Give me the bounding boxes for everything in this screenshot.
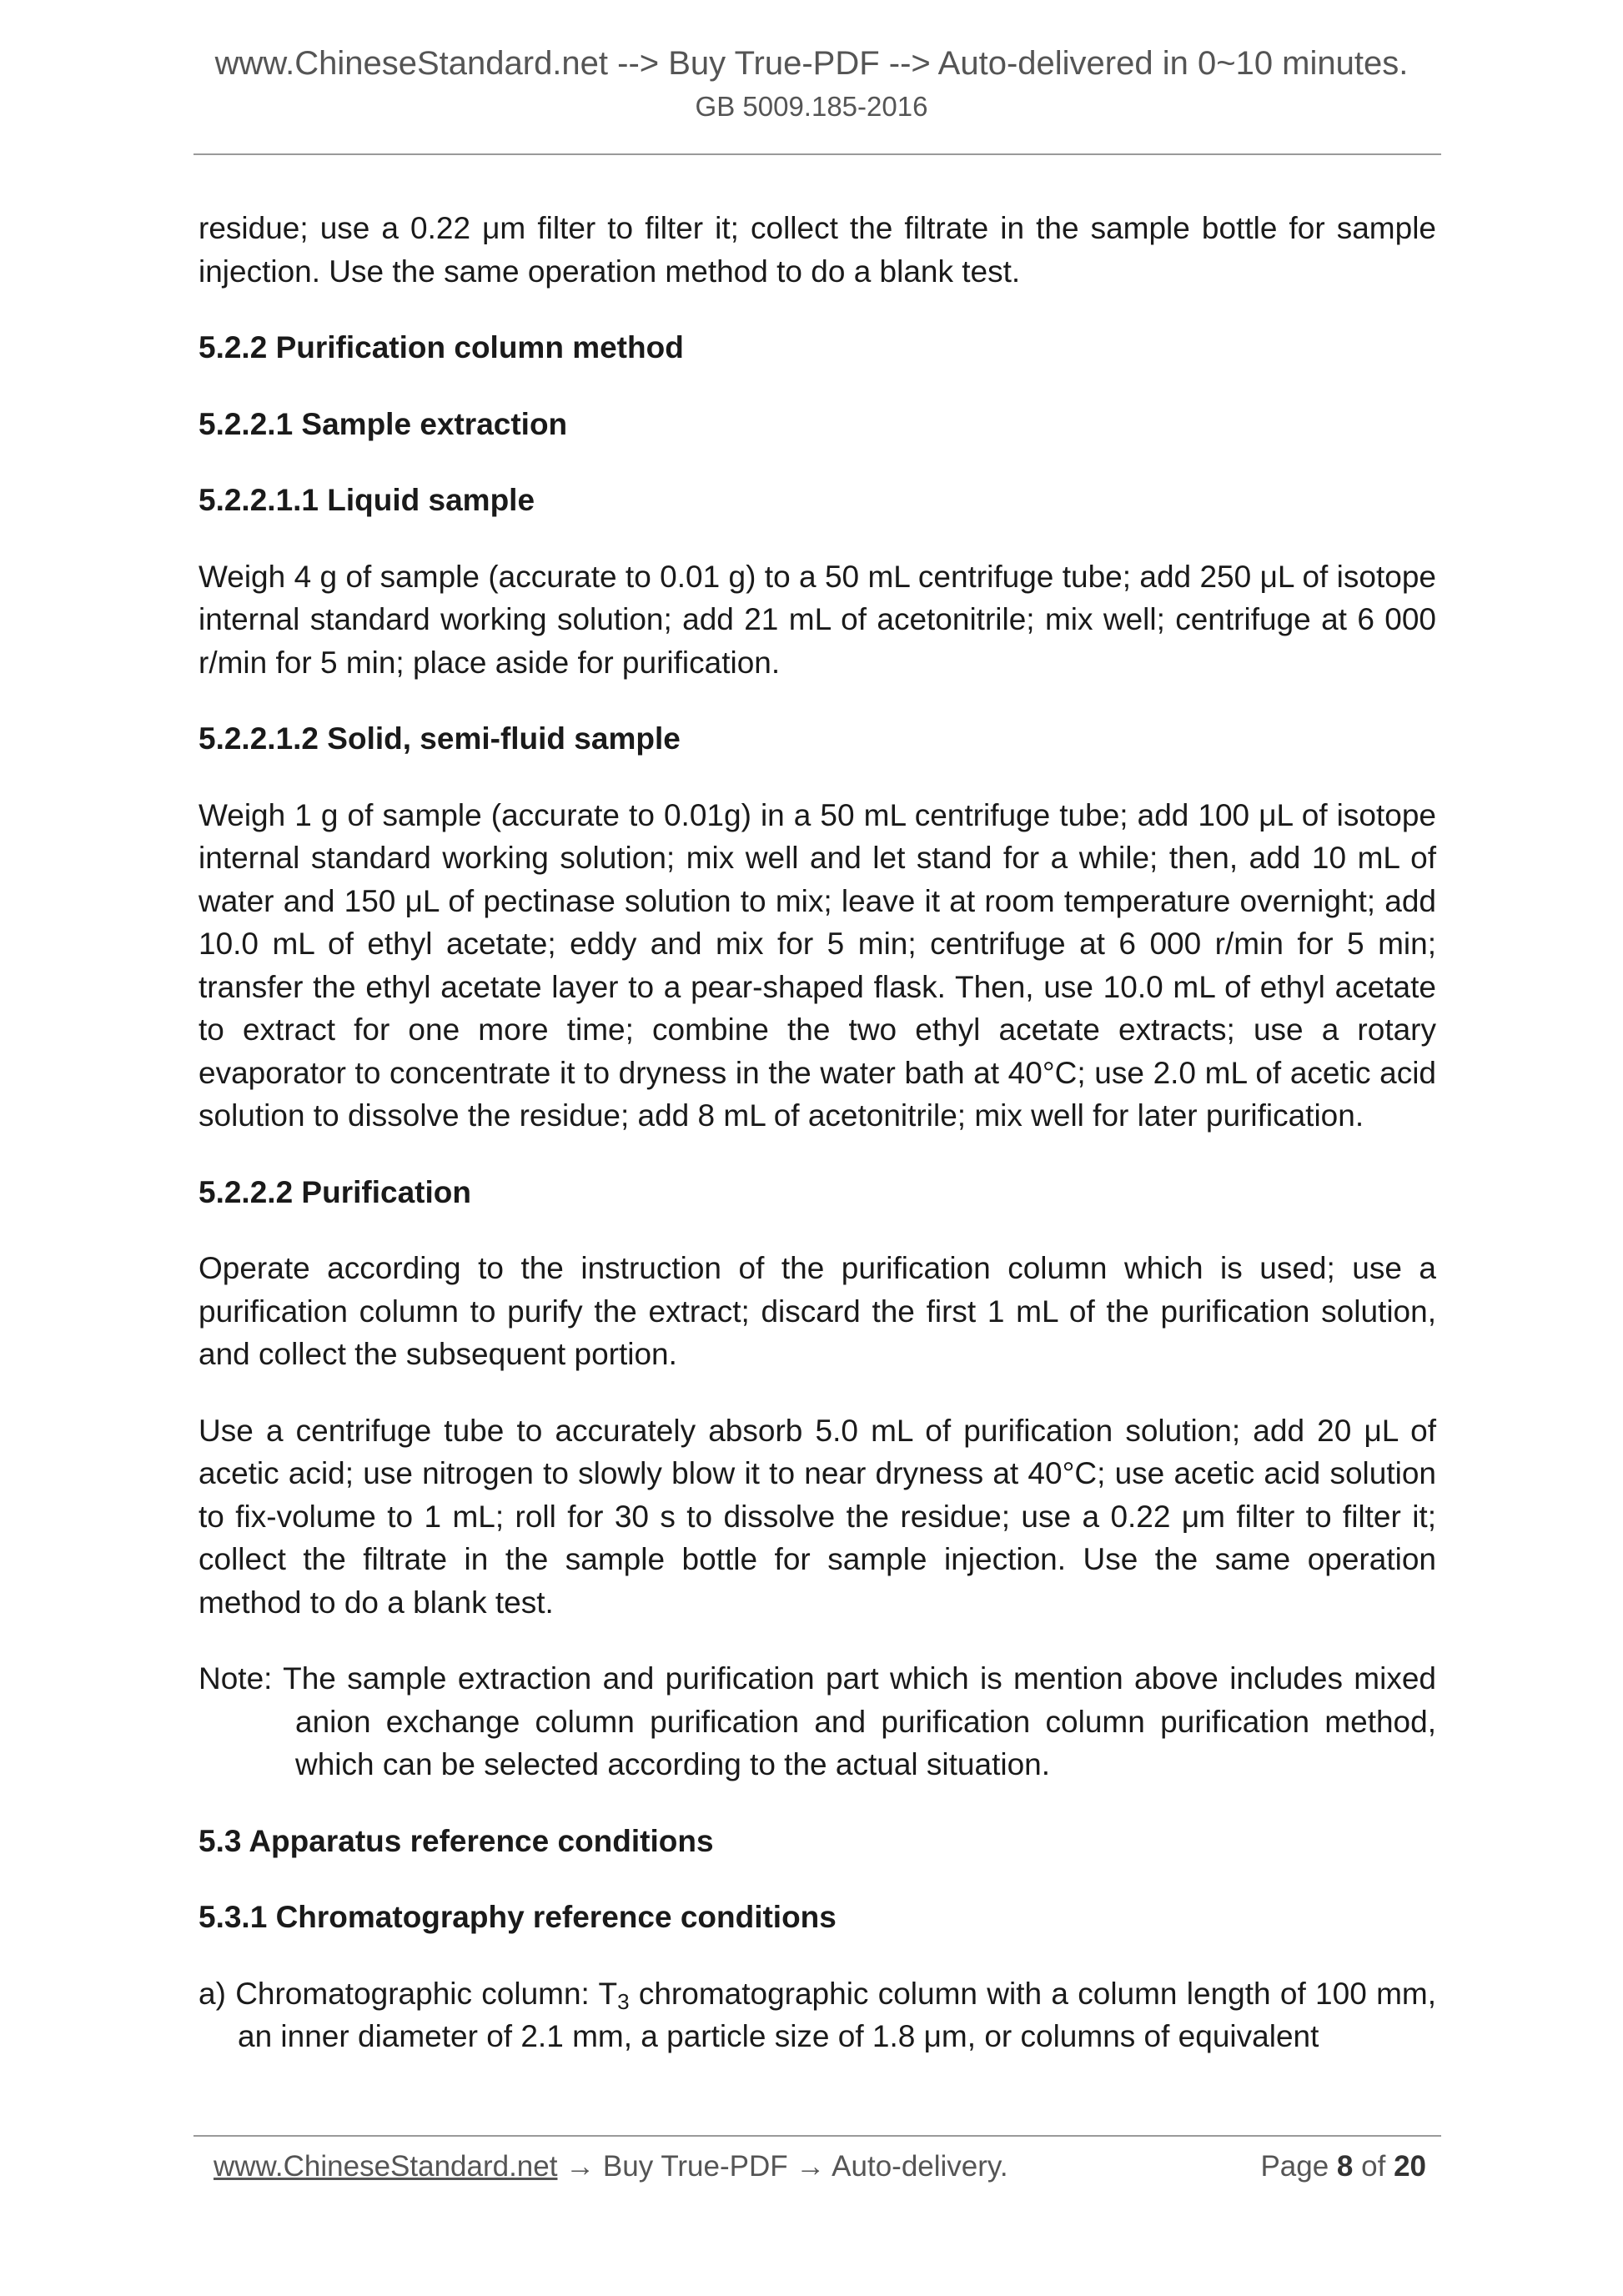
header-divider <box>193 153 1441 155</box>
header-standard-number: GB 5009.185-2016 <box>695 91 928 122</box>
heading-5-3: 5.3 Apparatus reference conditions <box>198 1823 714 1858</box>
of-label: of <box>1361 2150 1386 2183</box>
footer-site-link[interactable]: www.ChineseStandard.net <box>214 2150 558 2183</box>
paragraph-purification-2: Use a centrifuge tube to accurately absorb 5.0 mL of purification solution; add 20 μL of acetic acid; use nitrogen to slowly blow it to near dryness at 40°C; use acetic acid solution to fix-volume to 1 mL; roll for 30 s to dissolve the residue; use a 0.22 μm filter to filter it; collect the filtrate in the sample bottle for sample injection. Use the same operation method to do a blank test. <box>198 1413 1436 1620</box>
heading-5-2-2-1-1: 5.2.2.1.1 Liquid sample <box>198 483 535 517</box>
paragraph-liquid-sample: Weigh 4 g of sample (accurate to 0.01 g) to a 50 mL centrifuge tube; add 250 μL of isotope internal standard working solution; add 21 mL of acetonitrile; mix well; centrifuge at 6 000 r/min for 5 min; place aside for purification. <box>198 559 1436 680</box>
footer-left <box>214 2142 1008 2192</box>
heading-5-2-2-1-2: 5.2.2.1.2 Solid, semi-fluid sample <box>198 721 681 756</box>
note-paragraph: Note: The sample extraction and purification part which is mention above includes mixed anion exchange column purification and purification column purification method, which can be selected according to the actual situation. <box>198 1661 1436 1781</box>
header-site-line: www.ChineseStandard.net --> Buy True-PDF --> Auto-delivered in 0~10 minutes. <box>214 45 1409 82</box>
heading-5-3-1: 5.3.1 Chromatography reference conditions <box>198 1900 837 1934</box>
page-number <box>1260 2142 1426 2192</box>
page-footer <box>214 2142 1426 2192</box>
document-body <box>198 207 1436 2058</box>
item-a-prefix: a) Chromatographic column: T <box>198 1976 618 2011</box>
footer-tagline: → Buy True-PDF → Auto-delivery. <box>557 2150 1008 2183</box>
paragraph-continued: residue; use a 0.22 μm filter to filter it; collect the filtrate in the sample bottle for sample injection. Use the same operation method to do a blank test. <box>198 211 1436 289</box>
item-a-rest: chromatographic column with a column length of 100 mm, an inner diameter of 2.1 mm, a particle size of 1.8 μm, or columns of equivalent <box>238 1976 1437 2053</box>
footer-divider <box>193 2135 1441 2137</box>
page-current: 8 <box>1336 2150 1354 2183</box>
paragraph-purification-1: Operate according to the instruction of the purification column which is used; use a purification column to purify the extract; discard the first 1 mL of the purification solution, and collect the subsequent portion. <box>198 1251 1436 1371</box>
page-label: Page <box>1260 2150 1329 2183</box>
page-total: 20 <box>1394 2150 1426 2183</box>
heading-5-2-2-2: 5.2.2.2 Purification <box>198 1174 471 1209</box>
heading-5-2-2: 5.2.2 Purification column method <box>198 330 684 364</box>
item-a-subscript: 3 <box>617 1988 630 2014</box>
heading-5-2-2-1: 5.2.2.1 Sample extraction <box>198 406 568 441</box>
page-header <box>0 40 1623 125</box>
paragraph-solid-sample: Weigh 1 g of sample (accurate to 0.01g) in a 50 mL centrifuge tube; add 100 μL of isotope internal standard working solution; mix well and let stand for a while; then, add 10 mL of water and 150 μL of pectinase solution to mix; leave it at room temperature overnight; add 10.0 mL of ethyl acetate; eddy and mix for 5 min; centrifuge at 6 000 r/min for 5 min; transfer the ethyl acetate layer to a pear-shaped flask. Then, use 10.0 mL of ethyl acetate to extract for one more time; combine the two ethyl acetate extracts; use a rotary evaporator to concentrate it to dryness in the water bath at 40°C; use 2.0 mL of acetic acid solution to dissolve the residue; add 8 mL of acetonitrile; mix well for later purification. <box>198 797 1436 1133</box>
list-item-a <box>198 1972 1436 2058</box>
